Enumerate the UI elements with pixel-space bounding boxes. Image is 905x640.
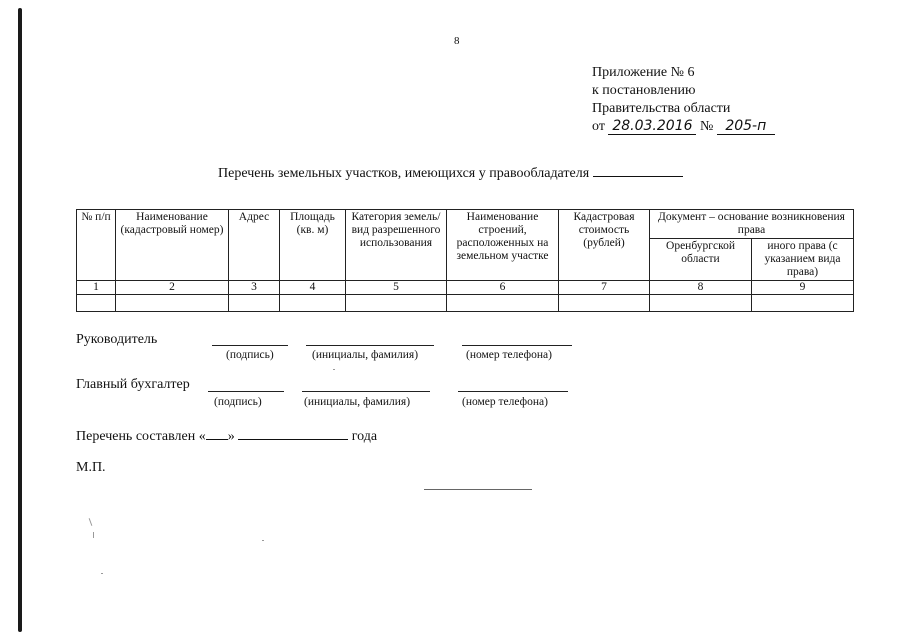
head-caption-phone: (номер телефона) — [466, 349, 552, 361]
table-cell — [559, 295, 650, 312]
scan-speck — [333, 369, 335, 370]
accountant-phone-line — [458, 391, 568, 392]
accountant-caption-signature: (подпись) — [214, 396, 262, 408]
date-prefix: от — [592, 119, 605, 134]
column-number: 9 — [752, 281, 854, 295]
head-caption-signature: (подпись) — [226, 349, 274, 361]
number-prefix: № — [699, 119, 714, 134]
header-col-other-right: иного права (с указанием вида права) — [752, 239, 854, 281]
column-number: 1 — [77, 281, 116, 295]
column-number: 3 — [229, 281, 280, 295]
accountant-initials-line — [302, 391, 430, 392]
table-header-row-1 — [77, 210, 854, 239]
header-col-buildings: Наименование строений, расположенных на земельном участке — [447, 210, 559, 281]
header-group-document: Документ – основание возникновения права — [650, 210, 854, 239]
table-cell — [346, 295, 447, 312]
accountant-caption-phone: (номер телефона) — [462, 396, 548, 408]
head-initials-line — [306, 345, 434, 346]
head-signature-line — [212, 345, 288, 346]
table-number-row — [77, 281, 854, 295]
stamp-signature-line — [424, 489, 532, 490]
accountant-caption-initials: (инициалы, фамилия) — [304, 396, 411, 408]
compiled-line — [76, 427, 377, 445]
compiled-month-blank — [238, 427, 348, 440]
stamp-label: М.П. — [76, 460, 106, 475]
table-cell — [447, 295, 559, 312]
handwritten-date: 28.03.2016 — [608, 119, 696, 135]
head-caption-initials: (инициалы, фамилия) — [312, 349, 419, 361]
header-col-orenburg-region: Оренбургской области — [650, 239, 752, 281]
compiled-suffix: года — [351, 429, 378, 444]
title-text: Перечень земельных участков, имеющихся у правообладателя — [218, 166, 590, 181]
scan-speck — [93, 532, 94, 538]
header-col-area: Площадь (кв. м) — [280, 210, 346, 281]
appendix-line-2: к постановлению — [592, 83, 696, 98]
table-cell — [280, 295, 346, 312]
scan-speck — [262, 540, 264, 541]
compiled-prefix: Перечень составлен « — [76, 429, 206, 444]
column-number: 8 — [650, 281, 752, 295]
column-number: 4 — [280, 281, 346, 295]
table-cell — [650, 295, 752, 312]
page-number: 8 — [454, 35, 460, 47]
column-number: 7 — [559, 281, 650, 295]
appendix-line-3: Правительства области — [592, 101, 731, 116]
header-col-address: Адрес — [229, 210, 280, 281]
accountant-label: Главный бухгалтер — [76, 377, 190, 392]
header-col-number: № п/п — [77, 210, 116, 281]
table-cell — [77, 295, 116, 312]
scan-speck — [101, 573, 103, 574]
column-number: 6 — [447, 281, 559, 295]
binding-margin-line — [18, 8, 22, 632]
title-blank-line — [593, 164, 683, 177]
column-number: 5 — [346, 281, 447, 295]
head-label: Руководитель — [76, 332, 158, 347]
appendix-block — [592, 64, 775, 136]
header-col-category: Категория земель/вид разрешенного использования — [346, 210, 447, 281]
table-cell — [116, 295, 229, 312]
head-phone-line — [462, 345, 572, 346]
land-plots-table — [76, 209, 854, 312]
handwritten-number: 205-п — [717, 119, 775, 135]
accountant-signature-line — [208, 391, 284, 392]
header-col-cadastral-value: Кадастровая стоимость (рублей) — [559, 210, 650, 281]
appendix-date-row — [592, 118, 775, 136]
table-cell — [229, 295, 280, 312]
compiled-middle: » — [227, 429, 235, 444]
column-number: 2 — [116, 281, 229, 295]
appendix-line-1: Приложение № 6 — [592, 65, 695, 80]
table-cell — [752, 295, 854, 312]
scan-speck — [89, 518, 93, 526]
compiled-day-blank — [206, 427, 228, 440]
header-col-name: Наименование (кадастровый номер) — [116, 210, 229, 281]
table-empty-row — [77, 295, 854, 312]
